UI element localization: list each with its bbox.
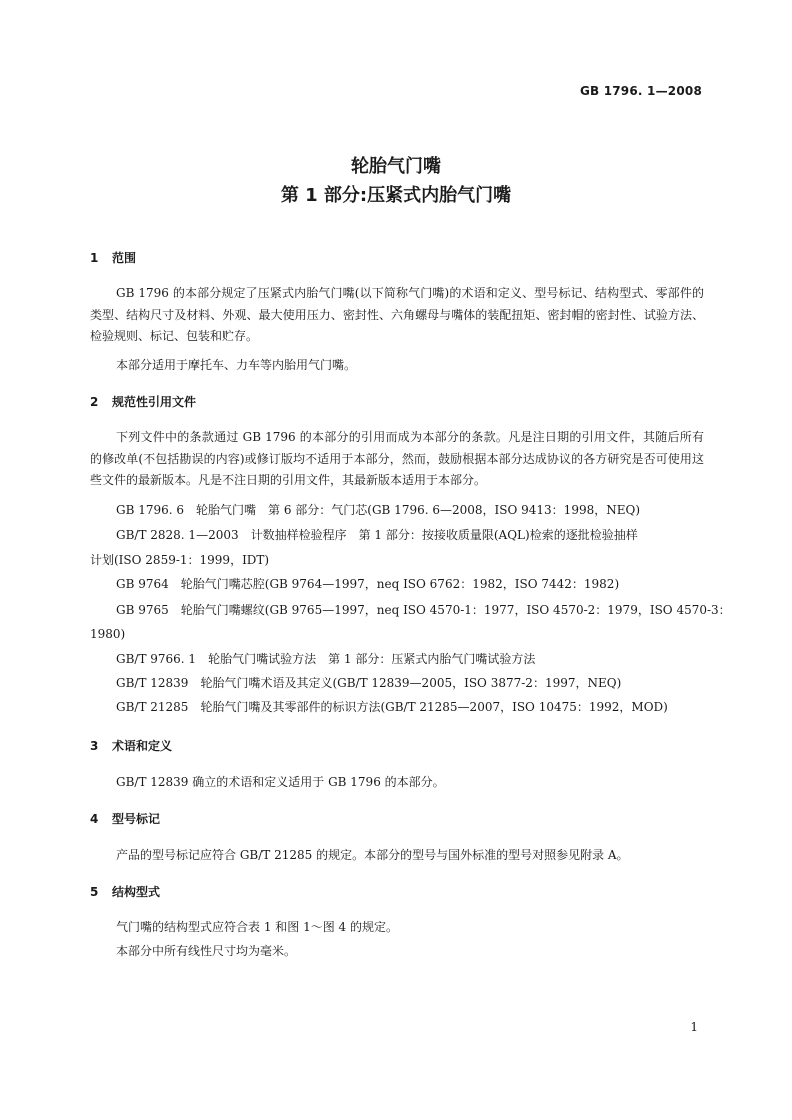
section-5-heading (90, 883, 160, 900)
section-3-text: GB/T 12839 确立的术语和定义适用于 GB 1796 的本部分。 (116, 775, 445, 789)
section-title: 结构型式 (112, 885, 161, 899)
section-5-text: 本部分中所有线性尺寸均为毫米。 (116, 944, 297, 958)
section-1-scope-line: 本部分适用于摩托车、力车等内胎用气门嘴。 (116, 358, 357, 372)
section-4-text: 产品的型号标记应符合 GB/T 21285 的规定。本部分的型号与国外标准的型号对照参见附录 A。 (116, 848, 629, 862)
section-2-heading (90, 393, 196, 410)
section-title: 范围 (112, 251, 137, 265)
reference-item: GB 9765 轮胎气门嘴螺纹(GB 9765—1997，neq ISO 4570-1：1977，ISO 4570-2：1979，ISO 4570-3： (116, 603, 731, 617)
reference-item-continuation: 计划(ISO 2859-1：1999，IDT) (90, 553, 270, 567)
section-3-heading (90, 737, 172, 754)
reference-item: GB/T 9766. 1 轮胎气门嘴试验方法 第 1 部分：压紧式内胎气门嘴试验方法 (116, 652, 536, 666)
section-title: 规范性引用文件 (112, 395, 197, 409)
document-title: 轮胎气门嘴 (351, 156, 441, 177)
section-number: 3 (90, 739, 99, 753)
section-4-heading (90, 810, 160, 827)
section-number: 2 (90, 395, 99, 409)
reference-item: GB 1796. 6 轮胎气门嘴 第 6 部分：气门芯(GB 1796. 6—2008，ISO 9413：1998，NEQ) (116, 503, 640, 517)
reference-item: GB 9764 轮胎气门嘴芯腔(GB 9764—1997，neq ISO 6762：1982，ISO 7442：1982) (116, 577, 620, 591)
reference-item: GB/T 21285 轮胎气门嘴及其零部件的标识方法(GB/T 21285—2007，ISO 10475：1992，MOD) (116, 700, 668, 714)
reference-item: GB/T 2828. 1—2003 计数抽样检验程序 第 1 部分：按接收质量限(AQL)检索的逐批检验抽样 (116, 528, 638, 542)
section-title: 型号标记 (112, 812, 161, 826)
section-1-heading (90, 249, 136, 266)
document-subtitle: 第 1 部分:压紧式内胎气门嘴 (280, 185, 512, 206)
reference-item: GB/T 12839 轮胎气门嘴术语及其定义(GB/T 12839—2005，ISO 3877-2：1997，NEQ) (116, 676, 622, 690)
section-5-text: 气门嘴的结构型式应符合表 1 和图 1～图 4 的规定。 (116, 920, 398, 934)
section-number: 4 (90, 812, 99, 826)
section-number: 1 (90, 251, 99, 265)
page-number: 1 (690, 1020, 698, 1034)
section-2-intro: 下列文件中的条款通过 GB 1796 的本部分的引用而成为本部分的条款。凡是注日期的引用文件，其随后所有的修改单(不包括勘误的内容)或修订版均不适用于本部分，然而，鼓励根据本部分达成协议的各方研究是否可使用这些文件的最新版本。凡是不注日期的引用文件，其最新版本适用于本部分。 (90, 430, 705, 487)
section-title: 术语和定义 (112, 739, 173, 753)
section-number: 5 (90, 885, 99, 899)
section-1-paragraph: GB 1796 的本部分规定了压紧式内胎气门嘴(以下简称气门嘴)的术语和定义、型号标记、结构型式、零部件的类型、结构尺寸及材料、外观、最大使用压力、密封性、六角螺母与嘴体的装配扭矩、密封帽的密封性、试验方法、检验规则、标记、包装和贮存。 (90, 286, 704, 343)
reference-item-continuation: 1980) (90, 627, 126, 641)
standard-number: GB 1796. 1—2008 (579, 84, 702, 98)
